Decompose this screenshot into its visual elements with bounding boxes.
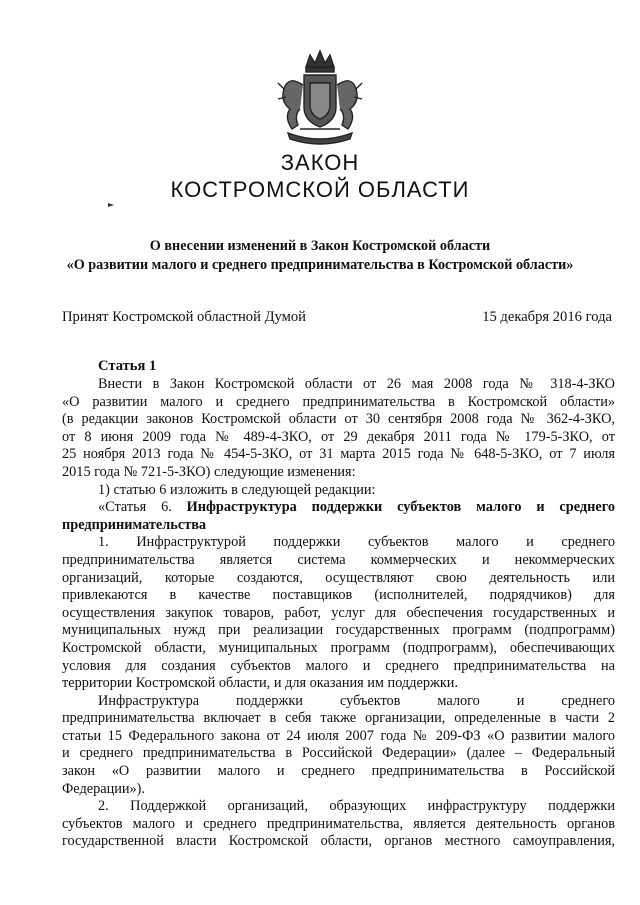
text-line: территории Костромской области, и для оказания им поддержки. [62, 675, 459, 692]
text-line: предпринимательства включает в себя также организации, определенные в части 2 [62, 710, 615, 727]
adopted-by: Принят Костромской областной Думой [62, 309, 306, 325]
text-line: 2. Поддержкой организаций, образующих инфраструктуру поддержки [98, 798, 615, 815]
text-line: 1. Инфраструктурой поддержки субъектов малого и среднего [98, 534, 615, 551]
text-line: статьи 15 Федерального закона от 24 июля 2007 года № 209-ФЗ «О развитии малого [62, 727, 615, 744]
text-line: «О развитии малого и среднего предпринимательства в Костромской области» [62, 393, 615, 410]
text-line: и среднего предпринимательства в Российской Федерации» (далее – Федеральный [62, 745, 615, 762]
text-line: 1) статью 6 изложить в следующей редакции: [98, 481, 376, 498]
text-line: Внести в Закон Костромской области от 26 мая 2008 года № 318-4-ЗКО [98, 376, 615, 392]
article6-title-cont [62, 517, 615, 535]
text-line: привлекаются в качестве поставщиков (исполнителей, подрядчиков) для [62, 587, 615, 604]
text-line: муниципальных нужд при реализации государственных программ (подпрограмм) [62, 622, 615, 639]
article6-title: Инфраструктура поддержки субъектов малого и среднего [186, 499, 615, 516]
text-line: Костромской области, муниципальных программ (подпрограмм), обеспечивающих [62, 639, 615, 656]
coat-of-arms-emblem [270, 45, 370, 150]
article-heading: Статья 1 [98, 358, 157, 374]
law-subtitle-line1: О внесении изменений в Закон Костромской области [149, 238, 491, 254]
law-title-line2: КОСТРОМСКОЙ ОБЛАСТИ [170, 177, 470, 202]
article-body [62, 376, 615, 851]
article6-title-line2: предпринимательства [62, 516, 207, 533]
text-line: Инфраструктура поддержки субъектов малого и среднего [98, 692, 615, 709]
stray-mark [108, 203, 114, 207]
text-line: организаций, которые создаются, осуществляют свою деятельность или [62, 569, 615, 586]
text-line: условия для создания субъектов малого и среднего предпринимательства на [62, 657, 615, 674]
article6-heading [62, 499, 615, 517]
adoption-date: 15 декабря 2016 года [482, 309, 612, 325]
law-title-line1: ЗАКОН [280, 150, 360, 175]
article6-prefix: «Статья 6. [98, 499, 187, 516]
law-subtitle-line2: «О развитии малого и среднего предпринимательства в Костромской области» [66, 257, 574, 273]
text-line: от 8 июня 2009 года № 489-4-ЗКО, от 29 декабря 2011 года № 179-5-ЗКО, от [62, 428, 615, 445]
text-line: осуществления закупок товаров, работ, услуг для обеспечения государственных и [62, 604, 615, 621]
text-line: 2015 года № 721-5-ЗКО) следующие изменения: [62, 463, 356, 480]
text-line: (в редакции законов Костромской области от 30 сентября 2008 года № 362-4-ЗКО, [62, 411, 615, 428]
text-line: предпринимательства является система коммерческих и некоммерческих [62, 551, 615, 568]
text-line: субъектов малого и среднего предпринимательства, является деятельность органов [62, 815, 615, 832]
text-line: государственной власти Костромской области, органов местного самоуправления, [62, 833, 615, 850]
text-line: 25 ноября 2013 года № 454-5-ЗКО, от 31 марта 2015 года № 648-5-ЗКО, от 7 июля [62, 446, 615, 463]
text-line: закон «О развитии малого и среднего предпринимательства в Российской [62, 763, 615, 780]
text-line: Федерации»). [62, 780, 146, 797]
